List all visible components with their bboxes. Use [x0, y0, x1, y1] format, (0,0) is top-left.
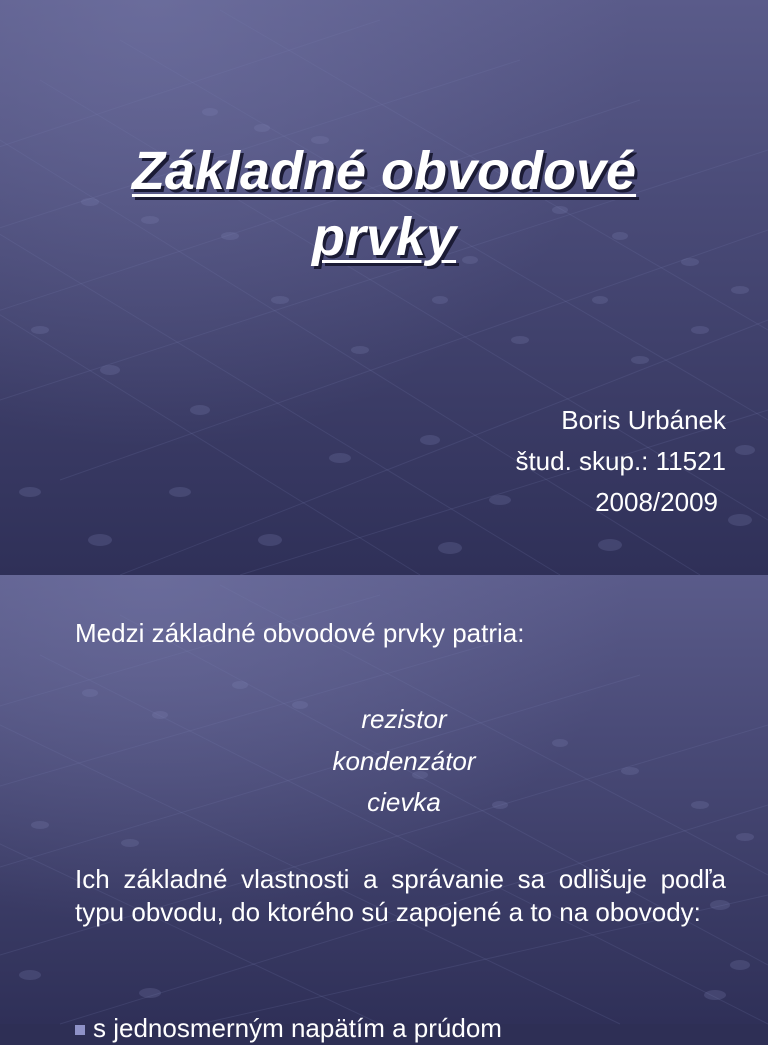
title-line-2: prvky: [311, 207, 457, 267]
component-item-resistor: rezistor: [361, 704, 447, 734]
bullet-item: [75, 1012, 502, 1045]
academic-year: 2008/2009: [595, 487, 718, 517]
title-line-1: Základné obvodové: [131, 141, 637, 201]
component-item-capacitor: kondenzátor: [332, 745, 476, 776]
intro-text: Medzi základné obvodové prvky patria:: [75, 618, 525, 648]
description-text: Ich základné vlastnosti a správanie sa odlišuje podľa typu obvodu, do ktorého sú zapojené a to na obovody:: [75, 864, 726, 927]
component-item-inductor: cievka: [367, 787, 441, 817]
content-slide: [0, 575, 768, 1043]
author-block: [515, 400, 726, 523]
square-bullet-icon: [75, 1025, 85, 1035]
slide-title: [30, 138, 738, 270]
component-list: [0, 699, 768, 824]
bullet-text: s jednosmerným napätím a prúdom: [93, 1013, 502, 1043]
study-group: štud. skup.: 11521: [515, 446, 726, 476]
author-name: Boris Urbánek: [561, 405, 726, 435]
